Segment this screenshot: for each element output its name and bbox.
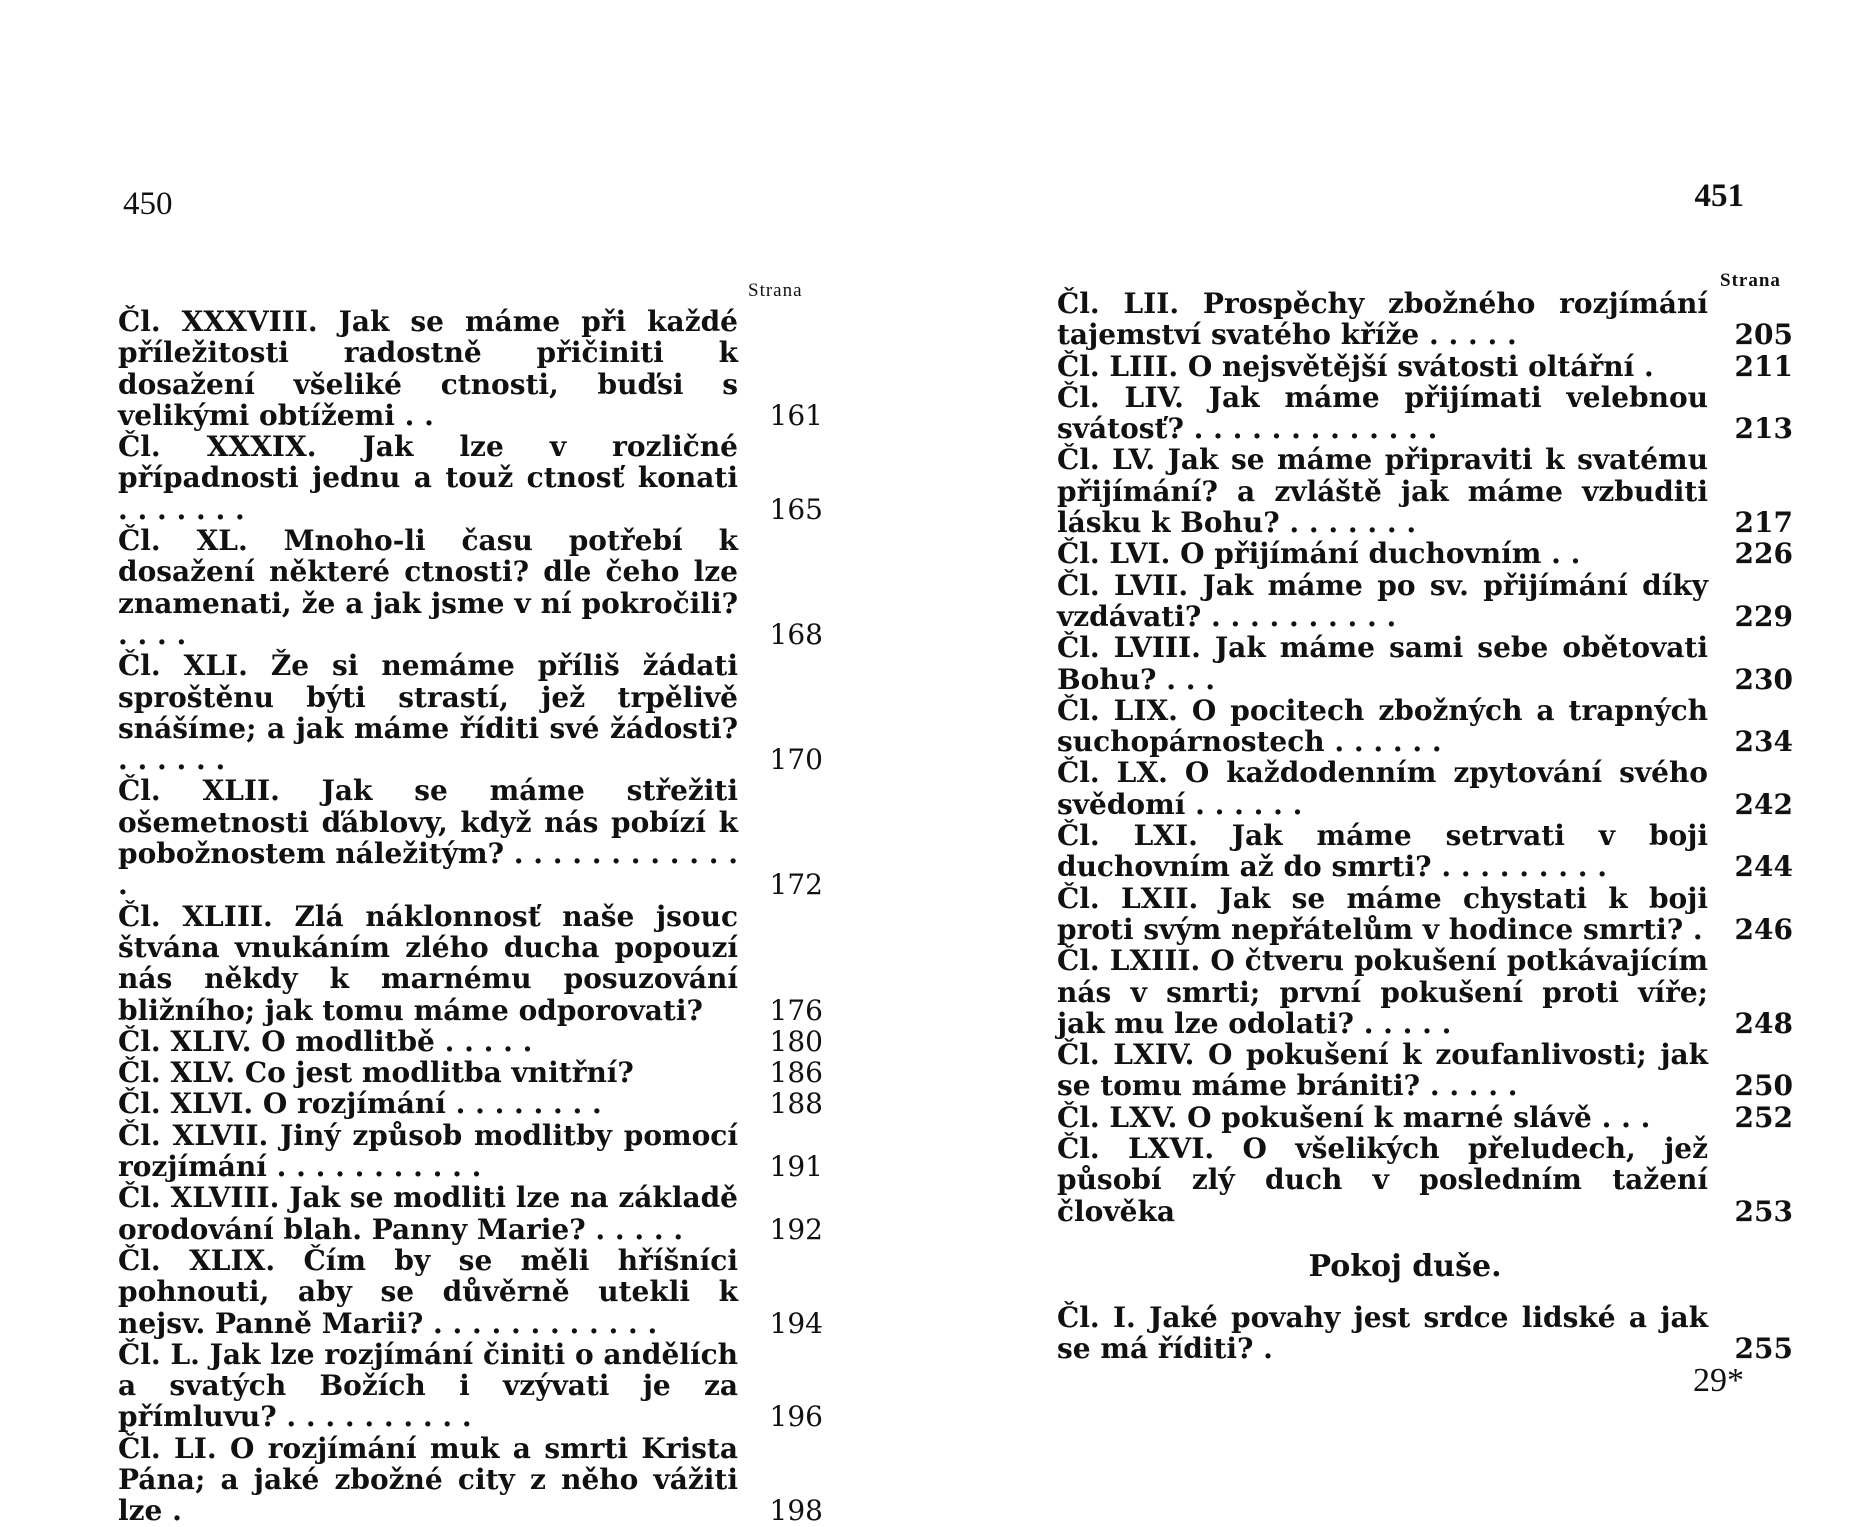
toc-entry xyxy=(118,306,823,431)
toc-entry-title: Čl. LXVI. O všelikých přeludech, jež působí zlý duch v posledním tažení člověka xyxy=(1057,1132,1708,1228)
toc-entry xyxy=(1057,695,1793,758)
toc-entry xyxy=(118,1245,823,1339)
toc-entry xyxy=(1057,1102,1793,1133)
toc-entry-title: Čl. XLIV. O modlitbě . . . . . xyxy=(118,1024,533,1058)
toc-entry-title: Čl. XLVIII. Jak se modliti lze na základě orodování blah. Panny Marie? . . . . . xyxy=(118,1181,738,1246)
toc-entry-page: 168 xyxy=(769,617,823,651)
toc-entry xyxy=(1057,382,1793,445)
toc-entry-page: 165 xyxy=(769,492,823,526)
toc-entry-title: Čl. XLVII. Jiný způsob modlitby pomocí rozjímání . . . . . . . . . . . xyxy=(118,1118,738,1184)
toc-entry-title: Čl. LXV. O pokušení k marné slávě . . . xyxy=(1057,1100,1651,1134)
toc-entry-title: Čl. XLV. Co jest modlitba vnitřní? xyxy=(118,1056,634,1090)
toc-entry xyxy=(1057,538,1793,569)
toc-entry xyxy=(118,525,823,650)
toc-entry-page: 170 xyxy=(769,743,823,777)
toc-entry-title: Čl. XLIX. Čím by se měli hříšníci pohnouti, aby se důvěrně utekli k nejsv. Panně Marii? . . . . . . . . . . . . xyxy=(118,1243,738,1340)
toc-entry-title: Čl. I. Jaké povahy jest srdce lidské a jak se má říditi? . xyxy=(1057,1300,1708,1366)
toc-entry xyxy=(1057,288,1793,351)
toc-entry xyxy=(1057,757,1793,820)
toc-entry xyxy=(118,901,823,1026)
toc-entry xyxy=(118,650,823,775)
column-label: Strana xyxy=(748,280,803,301)
toc-entry-page: 180 xyxy=(769,1024,823,1058)
toc-entry-title: Čl. LV. Jak se máme připraviti k svatému přijímání? a zvláště jak máme vzbuditi lásku k Bohu? . . . . . . . xyxy=(1057,443,1708,540)
toc-entry-title: Čl. LIX. O pocitech zbožných a trapných suchopárnostech . . . . . . xyxy=(1057,693,1708,759)
toc-entry-page: 226 xyxy=(1734,537,1793,571)
toc-entry-page: 248 xyxy=(1734,1006,1793,1040)
section-title: Pokoj duše. xyxy=(1308,1248,1502,1284)
toc-entry-page: 255 xyxy=(1734,1332,1793,1366)
signature-mark: 29* xyxy=(1693,1362,1744,1399)
toc-entry xyxy=(1057,1133,1793,1227)
toc-entry xyxy=(118,1433,823,1527)
toc-entry-page: 213 xyxy=(1734,412,1793,446)
toc-list xyxy=(1057,288,1793,1365)
toc-entry-title: Čl. LVIII. Jak máme sami sebe obětovati Bohu? . . . xyxy=(1057,631,1708,696)
toc-entry xyxy=(1057,883,1793,946)
toc-entry-page: 205 xyxy=(1734,318,1793,352)
toc-entry-page: 230 xyxy=(1734,662,1793,696)
toc-entry xyxy=(118,431,823,525)
toc-entry-title: Čl. XLII. Jak se máme střežiti ošemetnosti ďáblovy, když nás pobízí k pobožnostem náležitým? . . . . . . . . . . . . . xyxy=(118,774,739,902)
toc-entry-title: Čl. XXXVIII. Jak se máme při každé příležitosti radostně přičiniti k dosažení všeliké ctnosti, buďsi s velikými obtížemi . . xyxy=(118,305,738,432)
toc-entry-page: 246 xyxy=(1734,912,1793,946)
toc-entry-page: 250 xyxy=(1734,1069,1793,1103)
toc-entry xyxy=(1057,1302,1793,1365)
toc-entry-page: 244 xyxy=(1734,850,1793,884)
toc-entry xyxy=(118,1026,823,1057)
toc-entry-page: 161 xyxy=(769,398,823,432)
toc-entry xyxy=(118,1088,823,1119)
toc-entry-page: 242 xyxy=(1734,787,1793,821)
toc-entry-page: 188 xyxy=(769,1087,823,1121)
toc-entry-title: Čl. LIV. Jak máme přijímati velebnou svátosť? . . . . . . . . . . . . . xyxy=(1057,380,1708,446)
toc-entry-page: 196 xyxy=(769,1400,823,1434)
toc-entry xyxy=(118,1120,823,1183)
toc-entry xyxy=(1057,351,1793,382)
toc-entry-title: Čl. LI. O rozjímání muk a smrti Krista Pána; a jaké zbožné city z něho vážiti lze . xyxy=(118,1431,738,1527)
toc-entry-page: 176 xyxy=(769,993,823,1027)
toc-entry-page: 234 xyxy=(1734,725,1793,759)
toc-entry-page: 192 xyxy=(769,1212,823,1246)
toc-entry-title: Čl. LX. O každodenním zpytování svého svědomí . . . . . . xyxy=(1057,756,1708,821)
toc-entry-page: 194 xyxy=(769,1306,823,1340)
toc-entry-page: 211 xyxy=(1734,349,1793,383)
toc-entry-title: Čl. LIII. O nejsvětější svátosti oltářní . xyxy=(1057,349,1654,383)
toc-entry-page: 217 xyxy=(1734,506,1793,540)
toc-list xyxy=(118,306,823,1527)
toc-entry-title: Čl. XLVI. O rozjímání . . . . . . . . xyxy=(118,1087,602,1121)
toc-entry xyxy=(1057,632,1793,695)
toc-entry xyxy=(118,1339,823,1433)
column-label: Strana xyxy=(1720,270,1781,291)
toc-entry-title: Čl. LII. Prospěchy zbožného rozjímání tajemství svatého kříže . . . . . xyxy=(1057,287,1708,352)
toc-entry-title: Čl. XXXIX. Jak lze v rozličné případnosti jednu a touž ctnosť konati . . . . . . . xyxy=(118,430,738,526)
toc-entry-page: 252 xyxy=(1734,1100,1793,1134)
toc-entry xyxy=(1057,945,1793,1039)
toc-entry xyxy=(1057,820,1793,883)
toc-entry-title: Čl. LXII. Jak se máme chystati k boji proti svým nepřátelům v hodince smrti? . xyxy=(1057,881,1708,946)
page-number: 451 xyxy=(1694,178,1744,214)
toc-entry-page: 172 xyxy=(769,868,823,902)
toc-entry xyxy=(1057,444,1793,538)
toc-entry xyxy=(118,775,823,900)
toc-entry-title: Čl. LVII. Jak máme po sv. přijímání díky vzdávati? . . . . . . . . . . xyxy=(1057,568,1708,633)
toc-entry xyxy=(1057,570,1793,633)
toc-entry-page: 191 xyxy=(769,1150,823,1184)
toc-entry-page: 253 xyxy=(1734,1194,1793,1228)
toc-entry-page: 198 xyxy=(769,1494,823,1527)
toc-entry-title: Čl. XLI. Že si nemáme příliš žádati sproštěnu býti strastí, jež trpělivě snášíme; a jak máme říditi své žádosti? . . . . . . xyxy=(118,649,738,777)
toc-entry-title: Čl. L. Jak lze rozjímání činiti o andělích a svatých Božích i vzývati je za přímluvu? . . . . . . . . . . xyxy=(118,1337,738,1434)
toc-entry xyxy=(118,1057,823,1088)
toc-entry-title: Čl. LVI. O přijímání duchovním . . xyxy=(1057,537,1581,571)
toc-entry-page: 186 xyxy=(769,1056,823,1090)
toc-entry-page: 229 xyxy=(1734,599,1793,633)
toc-entry xyxy=(118,1182,823,1245)
page-number: 450 xyxy=(123,186,173,222)
toc-entry-title: Čl. LXIV. O pokušení k zoufanlivosti; jak se tomu máme brániti? . . . . . xyxy=(1057,1038,1708,1103)
toc-entry-title: Čl. LXIII. O čtveru pokušení potkávajícím nás v smrti; první pokušení proti víře; jak mu lze odolati? . . . . . xyxy=(1057,944,1708,1040)
toc-entry-title: Čl. XLIII. Zlá náklonnosť naše jsouc štvána vnukáním zlého ducha popouzí nás někdy k marnému posuzování bližního; jak tomu máme odporovati? xyxy=(118,899,738,1027)
toc-entry-title: Čl. XL. Mnoho-li času potřebí k dosažení některé ctnosti? dle čeho lze znamenati, že a jak jsme v ní pokročili? . . . . xyxy=(118,524,738,651)
toc-entry xyxy=(1057,1039,1793,1102)
toc-entry-title: Čl. LXI. Jak máme setrvati v boji duchovním až do smrti? . . . . . . . . . xyxy=(1057,819,1708,884)
